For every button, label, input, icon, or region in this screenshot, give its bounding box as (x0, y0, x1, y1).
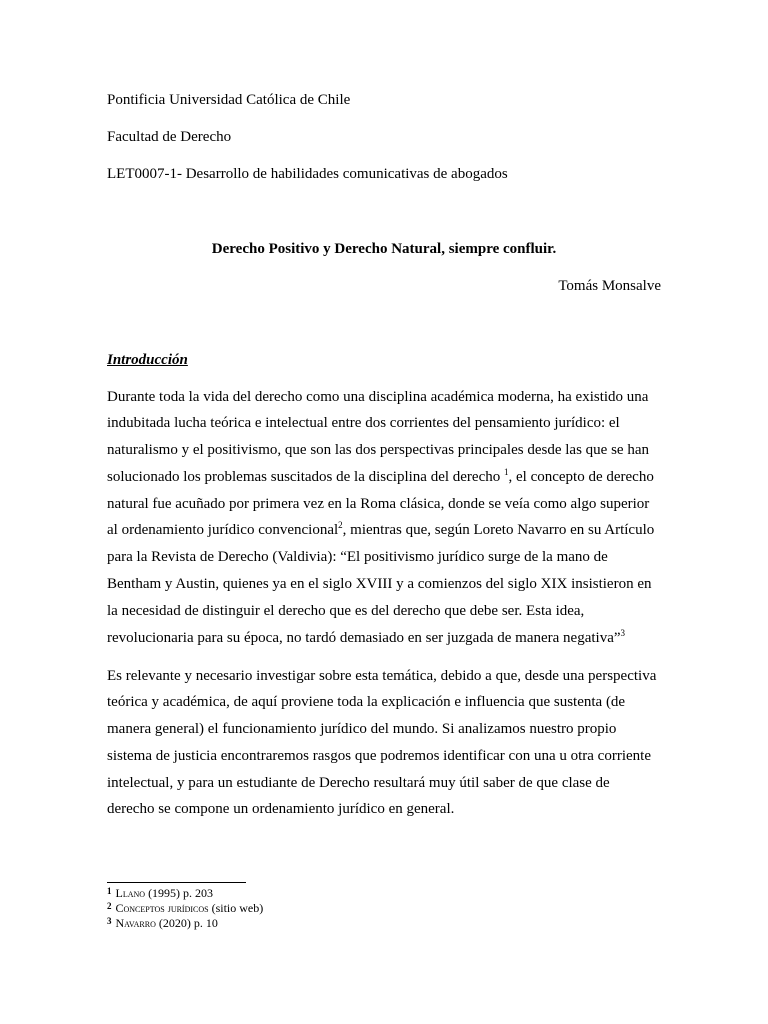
text-line: naturalismo y el positivismo, que son las dos perspectivas principales desde las que se han (107, 442, 649, 459)
text-segment: al ordenamiento jurídico convencional (107, 522, 339, 539)
text-line: indubitada lucha teórica e intelectual entre dos corrientes del pensamiento jurídico: el (107, 415, 620, 432)
footnote-separator (107, 882, 246, 883)
text-line: Durante toda la vida del derecho como una disciplina académica moderna, ha existido una (107, 388, 649, 405)
course-name: LET0007-1- Desarrollo de habilidades comunicativas de abogados (107, 166, 508, 182)
text-line (107, 517, 663, 544)
text-line: intelectual, y para un estudiante de Derecho resultará muy útil saber de que clase de (107, 774, 610, 791)
footnote-number: 1 (107, 886, 112, 896)
footnote-ref-1: 1 (504, 466, 509, 477)
text-line: para la Revista de Derecho (Valdivia): “El positivismo jurídico surge de la mano de (107, 549, 608, 566)
text-segment: revolucionaria para su época, no tardó demasiado en ser juzgada de manera negativa” (107, 629, 621, 646)
document-title: Derecho Positivo y Derecho Natural, siempre confluir. (211, 241, 557, 257)
paragraph-introduction-2 (107, 663, 663, 824)
text-line: manera general) el funcionamiento jurídico del mundo. Si analizamos nuestro propio (107, 721, 617, 738)
footnote-author: Llano (115, 886, 146, 900)
footnote-ref-3: 3 (620, 627, 626, 638)
text-line: Bentham y Austin, quienes ya en el siglo XVIII y a comienzos del siglo XIX insistieron en (107, 576, 652, 593)
footnote-ref-2: 2 (338, 520, 343, 531)
text-line (107, 464, 663, 491)
text-line: la necesidad de distinguir el derecho que es del derecho que debe ser. Esta idea, (107, 602, 585, 619)
footnote-author: Conceptos jurídicos (115, 901, 209, 915)
paragraph-introduction-1 (107, 384, 663, 652)
footnote-detail: (1995) p. 203 (145, 886, 214, 900)
text-line (107, 625, 663, 652)
text-segment: , mientras que, según Loreto Navarro en su Artículo (342, 522, 655, 539)
text-segment: solucionado los problemas suscitados de la disciplina del derecho (107, 468, 504, 485)
footnote-number: 3 (107, 916, 112, 926)
section-heading-introduction: Introducción (107, 352, 188, 368)
author-name: Tomás Monsalve (558, 278, 661, 294)
footnote-detail: (2020) p. 10 (155, 916, 218, 930)
footnote-1 (107, 886, 263, 901)
footnote-3 (107, 916, 263, 931)
footnote-author: Navarro (115, 916, 156, 930)
footnote-detail: (sitio web) (208, 901, 264, 915)
footnotes (107, 886, 263, 931)
footnote-number: 2 (107, 901, 112, 911)
text-line: Es relevante y necesario investigar sobre esta temática, debido a que, desde una perspectiva (107, 667, 657, 684)
text-line: derecho se compone un ordenamiento jurídico en general. (107, 801, 455, 818)
text-segment: , el concepto de derecho (508, 468, 654, 485)
text-line: teórica y académica, de aquí proviene toda la explicación e influencia que sustenta (de (107, 694, 626, 711)
text-line: natural fue acuñado por primera vez en la Roma clásica, donde se veía como algo superior (107, 495, 650, 512)
text-line: sistema de justicia encontraremos rasgos que podremos identificar con una u otra corriente (107, 747, 651, 764)
footnote-2 (107, 901, 263, 916)
university-name: Pontificia Universidad Católica de Chile (107, 92, 351, 108)
faculty-name: Facultad de Derecho (107, 129, 232, 145)
